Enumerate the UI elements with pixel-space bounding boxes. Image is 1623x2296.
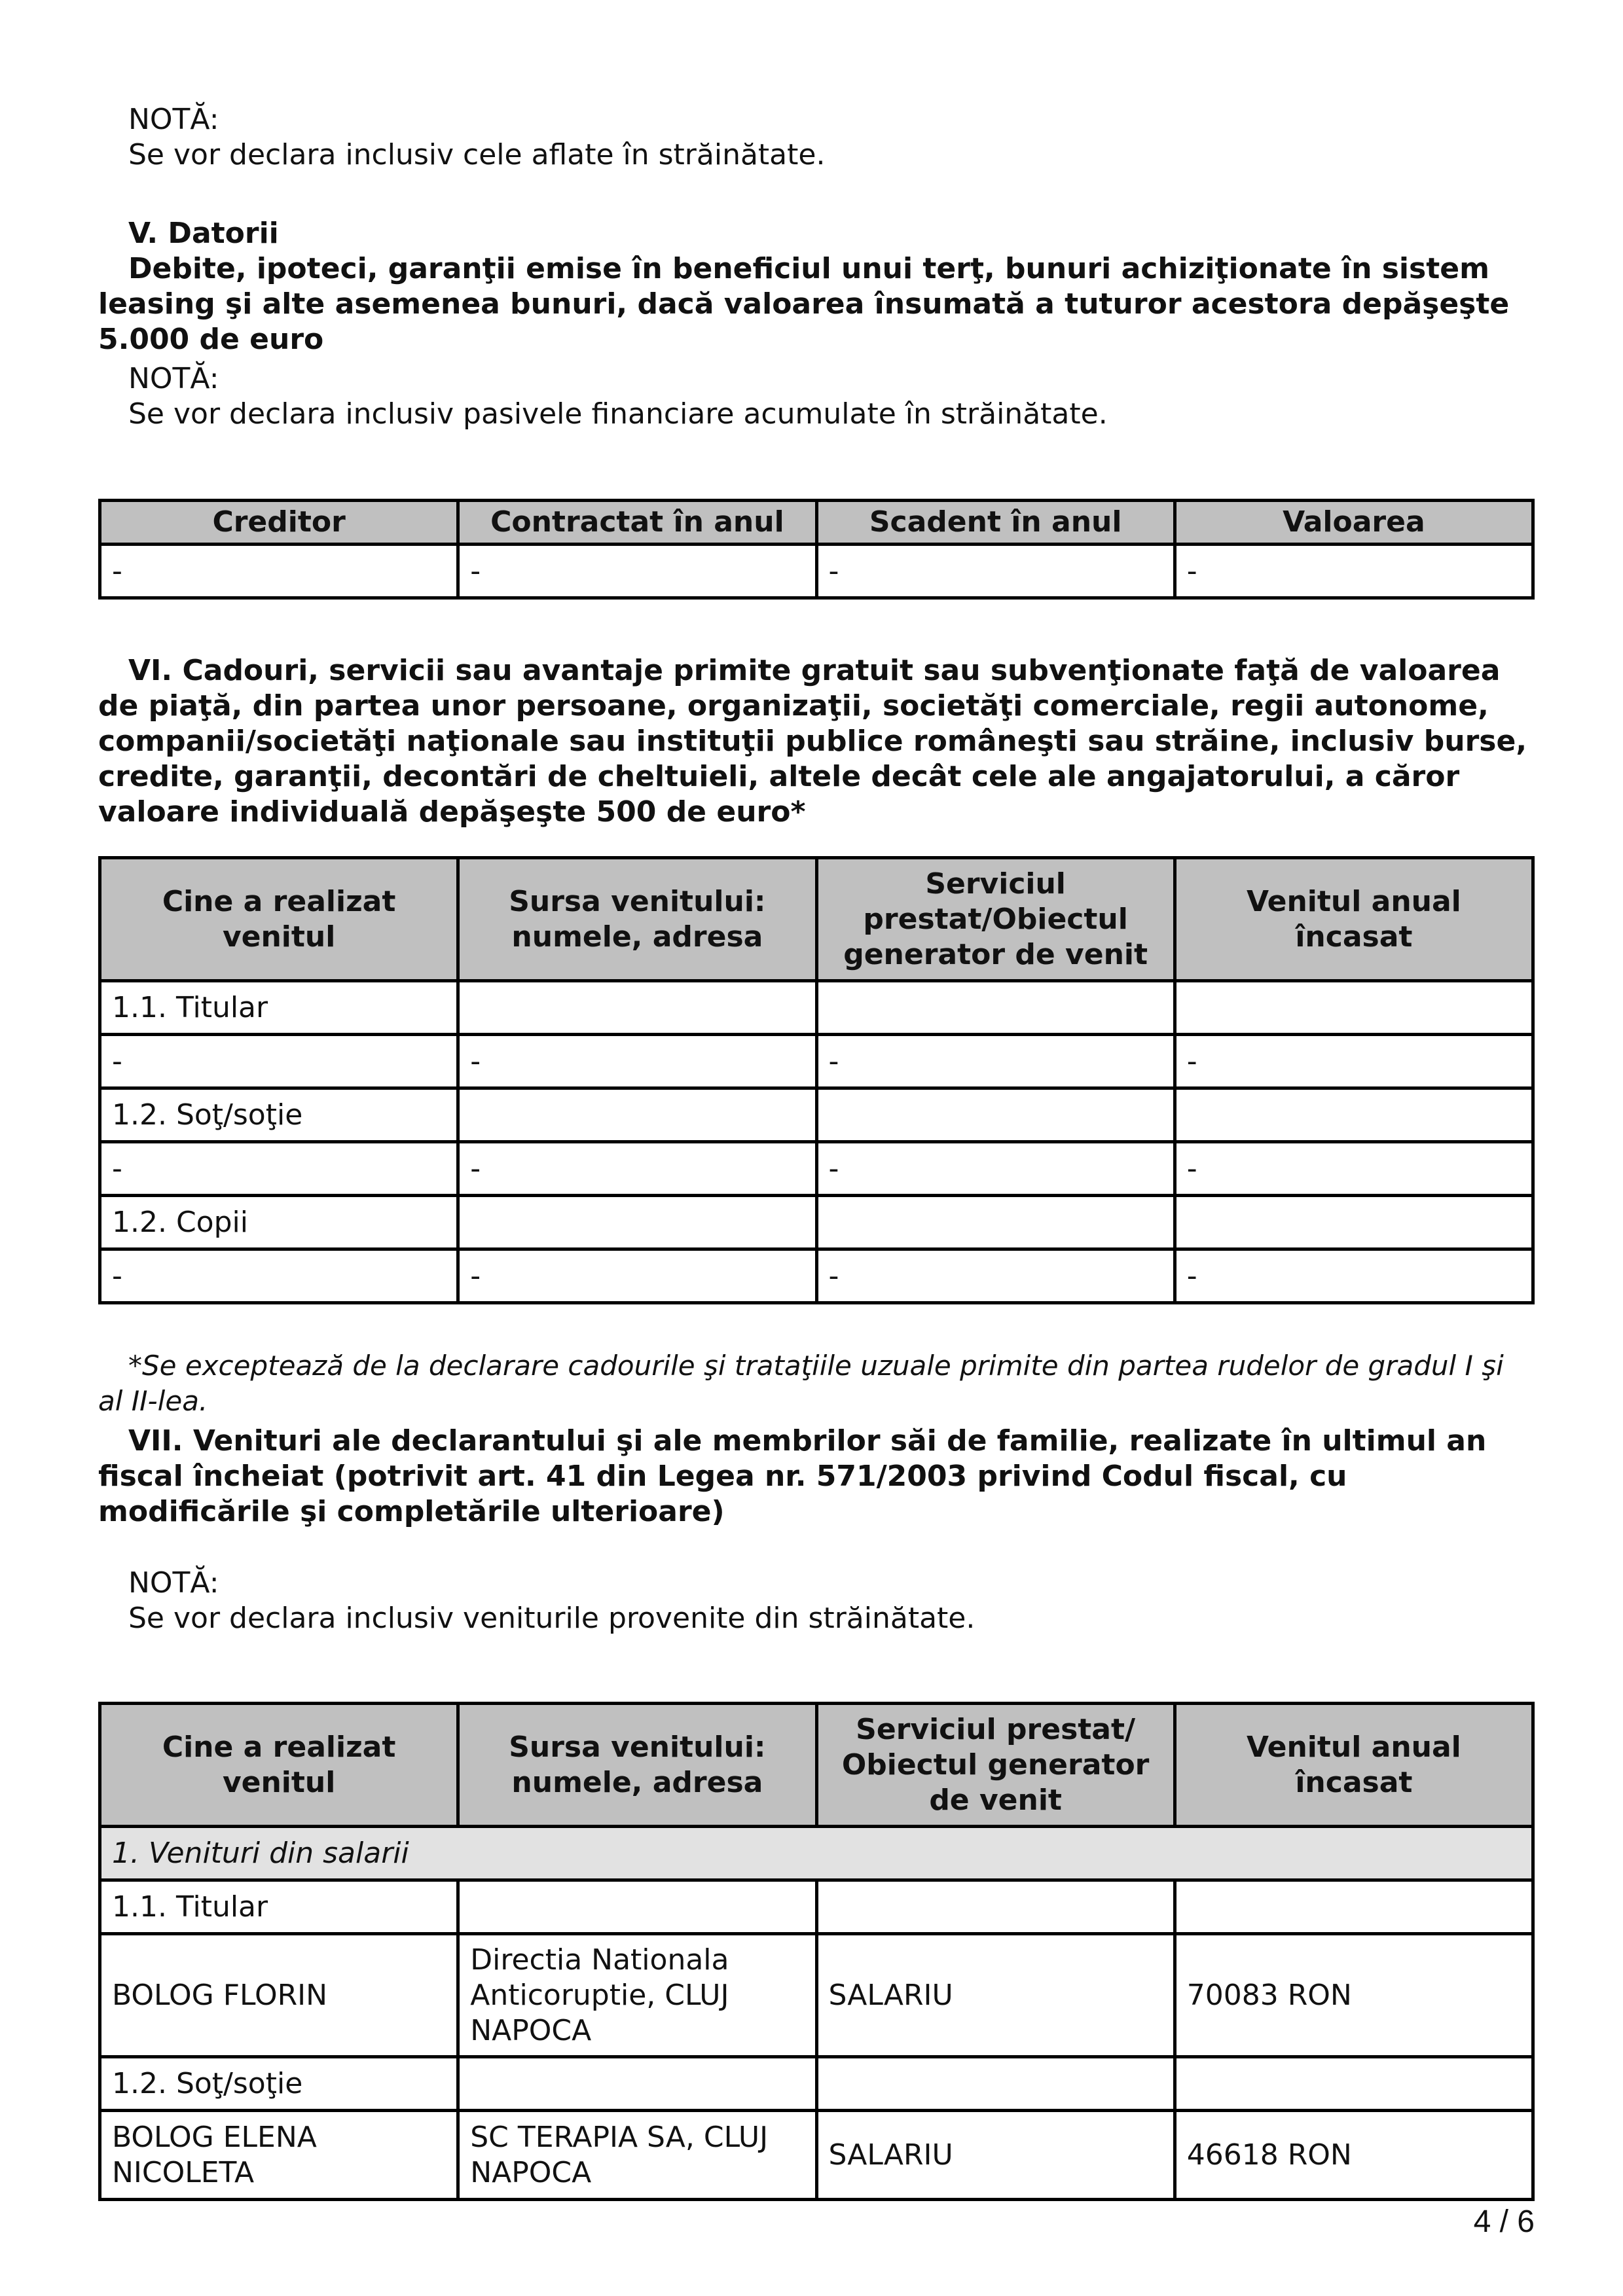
table-cell: 70083 RON bbox=[1175, 1934, 1533, 2057]
section-vi-title: VI. Cadouri, servicii sau avantaje primite gratuit sau subvenţionate faţă de valoarea de piaţă, din partea unor persoane, organizaţii, societăţi comerciale, regii autonome, companii/societăţi naţionale sau instituţii publice româneşti sau străine, inclusiv burse, credite, garanţii, decontări de cheltuieli, altele decât cele ale angajatorului, a căror valoare individuală depăşeşte 500 de euro* bbox=[98, 654, 1527, 829]
table-header-row bbox=[100, 501, 1533, 545]
table-row bbox=[100, 1880, 1533, 1934]
table-row bbox=[100, 545, 1533, 598]
section-vi bbox=[98, 653, 1535, 830]
column-header: Cine a realizat venitul bbox=[100, 858, 458, 981]
table-cell bbox=[458, 1088, 816, 1142]
table-cell bbox=[816, 1088, 1175, 1142]
table-cell: - bbox=[100, 1249, 458, 1303]
section-vii bbox=[98, 1424, 1535, 1530]
table-cell: - bbox=[458, 1249, 816, 1303]
section-v-title: V. Datorii bbox=[128, 217, 279, 250]
table-row bbox=[100, 1249, 1533, 1303]
table-cell bbox=[1175, 1196, 1533, 1249]
table-cell bbox=[816, 1196, 1175, 1249]
debts-table bbox=[98, 499, 1535, 600]
income-table bbox=[98, 1702, 1535, 2201]
column-header: Serviciul prestat/ Obiectul generator de venit bbox=[816, 1704, 1175, 1827]
table-cell bbox=[1175, 1880, 1533, 1934]
column-header: Creditor bbox=[100, 501, 458, 545]
table-cell: - bbox=[816, 545, 1175, 598]
note-label: NOTĂ: bbox=[128, 1566, 219, 1600]
table-cell: - bbox=[1175, 1142, 1533, 1196]
note-text: Se vor declara inclusiv pasivele financiare acumulate în străinătate. bbox=[128, 397, 1108, 431]
table-cell: - bbox=[458, 1035, 816, 1088]
column-header: Venitul anual încasat bbox=[1175, 858, 1533, 981]
table-cell: SALARIU bbox=[816, 2111, 1175, 2200]
table-header-row bbox=[100, 1704, 1533, 1827]
table-row bbox=[100, 1142, 1533, 1196]
table-cell: - bbox=[1175, 545, 1533, 598]
table-cell: - bbox=[458, 1142, 816, 1196]
table-cell: - bbox=[100, 545, 458, 598]
table-cell bbox=[816, 2057, 1175, 2111]
table-header-row bbox=[100, 858, 1533, 981]
table-section-row bbox=[100, 1827, 1533, 1880]
table-cell bbox=[458, 2057, 816, 2111]
table-row bbox=[100, 2111, 1533, 2200]
table-cell bbox=[816, 1880, 1175, 1934]
column-header: Cine a realizat venitul bbox=[100, 1704, 458, 1827]
table-row bbox=[100, 1934, 1533, 2057]
note-text: Se vor declara inclusiv veniturile provenite din străinătate. bbox=[128, 1602, 976, 1635]
gifts-footnote: *Se exceptează de la declarare cadourile şi trataţiile uzuale primite din partea rudelor de gradul I şi al II-lea. bbox=[98, 1350, 1504, 1417]
table-cell: - bbox=[816, 1142, 1175, 1196]
section-vii-title: VII. Venituri ale declarantului şi ale membrilor săi de familie, realizate în ultimul an fiscal încheiat (potrivit art. 41 din Legea nr. 571/2003 privind Codul fiscal, cu modificările şi completările ulterioare) bbox=[98, 1424, 1487, 1528]
table-cell: 1.1. Titular bbox=[100, 981, 458, 1035]
table-cell: SC TERAPIA SA, CLUJ NAPOCA bbox=[458, 2111, 816, 2200]
gifts-table bbox=[98, 856, 1535, 1304]
note-block-1 bbox=[98, 102, 1535, 173]
table-cell: 1.1. Titular bbox=[100, 1880, 458, 1934]
table-cell: - bbox=[100, 1142, 458, 1196]
table-cell: - bbox=[100, 1035, 458, 1088]
page-number: 4 / 6 bbox=[1473, 2204, 1535, 2239]
table-cell bbox=[1175, 2057, 1533, 2111]
column-header: Valoarea bbox=[1175, 501, 1533, 545]
table-cell: BOLOG FLORIN bbox=[100, 1934, 458, 2057]
column-header: Sursa venitului: numele, adresa bbox=[458, 1704, 816, 1827]
section-label: 1. Venituri din salarii bbox=[100, 1827, 1533, 1880]
table-row bbox=[100, 1035, 1533, 1088]
table-row bbox=[100, 981, 1533, 1035]
table-cell: Directia Nationala Anticoruptie, CLUJ NAPOCA bbox=[458, 1934, 816, 2057]
table-cell: 1.2. Copii bbox=[100, 1196, 458, 1249]
table-cell: - bbox=[816, 1035, 1175, 1088]
note-text: Se vor declara inclusiv cele aflate în străinătate. bbox=[128, 138, 826, 171]
table-cell bbox=[1175, 1088, 1533, 1142]
table-cell: 46618 RON bbox=[1175, 2111, 1533, 2200]
table-row bbox=[100, 1088, 1533, 1142]
table-cell bbox=[458, 981, 816, 1035]
table-cell bbox=[458, 1880, 816, 1934]
table-cell bbox=[458, 1196, 816, 1249]
column-header: Contractat în anul bbox=[458, 501, 816, 545]
table-cell bbox=[1175, 981, 1533, 1035]
table-cell: - bbox=[1175, 1035, 1533, 1088]
table-cell: - bbox=[1175, 1249, 1533, 1303]
table-cell: 1.2. Soţ/soţie bbox=[100, 1088, 458, 1142]
note-label: NOTĂ: bbox=[128, 362, 219, 395]
table-cell: SALARIU bbox=[816, 1934, 1175, 2057]
table-row bbox=[100, 2057, 1533, 2111]
column-header: Scadent în anul bbox=[816, 501, 1175, 545]
table-cell: 1.2. Soţ/soţie bbox=[100, 2057, 458, 2111]
column-header: Venitul anual încasat bbox=[1175, 1704, 1533, 1827]
table-cell: - bbox=[458, 545, 816, 598]
table-cell: - bbox=[816, 1249, 1175, 1303]
note-label: NOTĂ: bbox=[128, 103, 219, 136]
note-block-3 bbox=[98, 1566, 1535, 1636]
column-header: Serviciul prestat/Obiectul generator de venit bbox=[816, 858, 1175, 981]
table-cell: BOLOG ELENA NICOLETA bbox=[100, 2111, 458, 2200]
section-v bbox=[98, 216, 1535, 357]
table-cell bbox=[816, 981, 1175, 1035]
note-block-2 bbox=[98, 361, 1535, 432]
table-row bbox=[100, 1196, 1533, 1249]
gifts-footnote-block bbox=[98, 1348, 1535, 1419]
section-v-description: Debite, ipoteci, garanţii emise în beneficiul unui terţ, bunuri achiziţionate în sistem leasing şi alte asemenea bunuri, dacă valoarea însumată a tuturor acestora depăşeşte 5.000 de euro bbox=[98, 252, 1510, 356]
column-header: Sursa venitului: numele, adresa bbox=[458, 858, 816, 981]
